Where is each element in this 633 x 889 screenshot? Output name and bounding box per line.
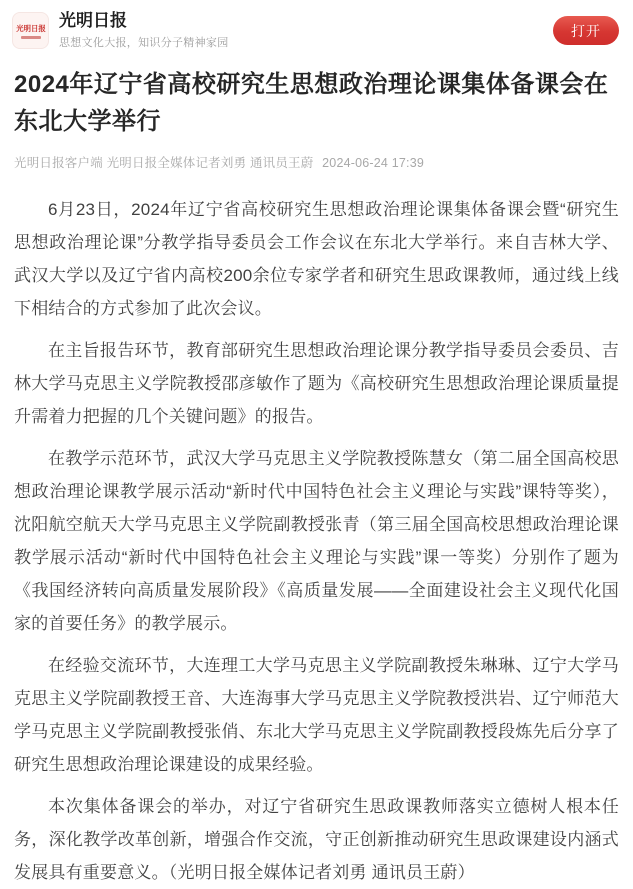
guangming-daily-logo[interactable] [12,12,49,49]
article-paragraph: 本次集体备课会的举办，对辽宁省研究生思政课教师落实立德树人根本任务，深化教学改革创新，增强合作交流，守正创新推动研究生思政课建设内涵式发展具有重要意义。（光明日报全媒体记者刘勇 通讯员王蔚） [14,797,619,882]
open-app-button[interactable]: 打开 [553,16,619,45]
logo-underline-bar [21,36,41,39]
article-title: 2024年辽宁省高校研究生思想政治理论课集体备课会在东北大学举行 [14,71,609,135]
app-tagline: 思想文化大报，知识分子精神家园 [59,37,229,49]
article-body [14,193,619,889]
app-meta [59,11,553,50]
article-content [0,66,633,889]
publish-datetime: 2024-06-24 17:39 [322,156,425,170]
article-byline [14,153,619,171]
byline-source-and-reporters: 光明日报客户端 光明日报全媒体记者刘勇 通讯员王蔚 [14,156,314,170]
article-paragraph: 在经验交流环节，大连理工大学马克思主义学院副教授朱琳琳、辽宁大学马克思主义学院副教授王音、大连海事大学马克思主义学院教授洪岩、辽宁师范大学马克思主义学院副教授张俏、东北大学马克思主义学院副教授段炼先后分享了研究生思想政治理论课建设的成果经验。 [14,656,619,774]
article-paragraph: 在主旨报告环节，教育部研究生思想政治理论课分教学指导委员会委员、吉林大学马克思主义学院教授邵彦敏作了题为《高校研究生思想政治理论课质量提升需着力把握的几个关键问题》的报告。 [14,341,619,426]
logo-calligraphy-text: 光明日报 [15,23,46,33]
article-paragraph: 6月23日，2024年辽宁省高校研究生思想政治理论课集体备课会暨“研究生思想政治理论课”分教学指导委员会工作会议在东北大学举行。来自吉林大学、武汉大学以及辽宁省内高校200余位专家学者和研究生思政课教师，通过线上线下相结合的方式参加了此次会议。 [14,200,619,318]
app-name: 光明日报 [59,11,127,30]
article-paragraph: 在教学示范环节，武汉大学马克思主义学院教授陈慧女（第二届全国高校思想政治理论课教学展示活动“新时代中国特色社会主义理论与实践”课特等奖），沈阳航空航天大学马克思主义学院副教授张青（第三届全国高校思想政治理论课教学展示活动“新时代中国特色社会主义理论与实践”课一等奖）分别作了题为《我国经济转向高质量发展阶段》《高质量发展——全面建设社会主义现代化国家的首要任务》的教学展示。 [14,449,619,633]
app-header [0,0,633,58]
